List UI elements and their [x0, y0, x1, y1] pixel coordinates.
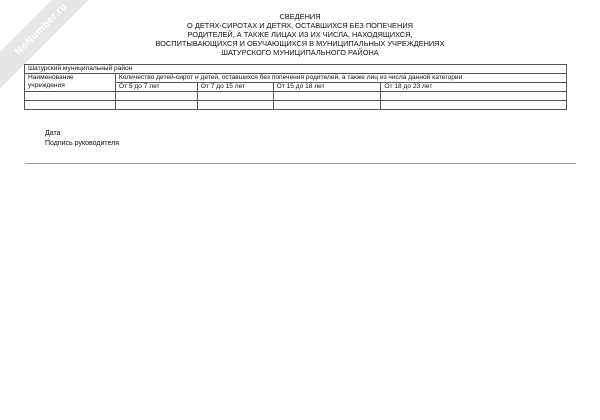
document-footer	[45, 129, 119, 149]
date-label: Дата	[45, 130, 61, 137]
count-header: Количество детей-сирот и детей, оставшихся без попечения родителей, а также лиц из числа данной категории	[115, 74, 566, 83]
table-row	[25, 65, 567, 74]
table-cell	[273, 92, 381, 101]
table-row	[25, 101, 567, 110]
report-table	[24, 64, 567, 110]
table-cell	[115, 92, 197, 101]
title-line: О ДЕТЯХ-СИРОТАХ И ДЕТЯХ, ОСТАВШИХСЯ БЕЗ ПОПЕЧЕНИЯ	[187, 21, 413, 30]
title-line: ШАТУРСКОГО МУНИЦИПАЛЬНОГО РАЙОНА	[221, 48, 379, 57]
table-cell	[381, 92, 567, 101]
title-line: РОДИТЕЛЕЙ, А ТАКЖЕ ЛИЦАХ ИЗ ИХ ЧИСЛА, НАХОДЯЩИХСЯ,	[187, 30, 413, 39]
table-cell	[25, 101, 116, 110]
title-line: ВОСПИТЫВАЮЩИХСЯ И ОБУЧАЮЩИХСЯ В МУНИЦИПАЛЬНЫХ УЧРЕЖДЕНИЯХ	[155, 39, 445, 48]
age-column-header: От 18 до 23 лет	[381, 83, 567, 92]
document-title	[100, 12, 500, 57]
table-row	[25, 74, 567, 83]
table-cell	[273, 101, 381, 110]
table-cell	[25, 92, 116, 101]
age-column-header: От 5 до 7 лет	[115, 83, 197, 92]
signature-label: Подпись руководителя	[45, 140, 120, 147]
region-cell: Шатурский муниципальный район	[25, 65, 567, 74]
table-cell	[197, 101, 273, 110]
age-column-header: От 15 до 18 лет	[273, 83, 381, 92]
age-column-header: От 7 до 15 лет	[197, 83, 273, 92]
table-row	[25, 92, 567, 101]
institution-header: Наименование учреждения	[25, 74, 116, 92]
table-cell	[381, 101, 567, 110]
title-line: СВЕДЕНИЯ	[279, 12, 321, 21]
table-cell	[115, 101, 197, 110]
table-cell	[197, 92, 273, 101]
watermark-text: NoNumber.ru	[12, 0, 70, 58]
divider-line	[25, 163, 576, 164]
